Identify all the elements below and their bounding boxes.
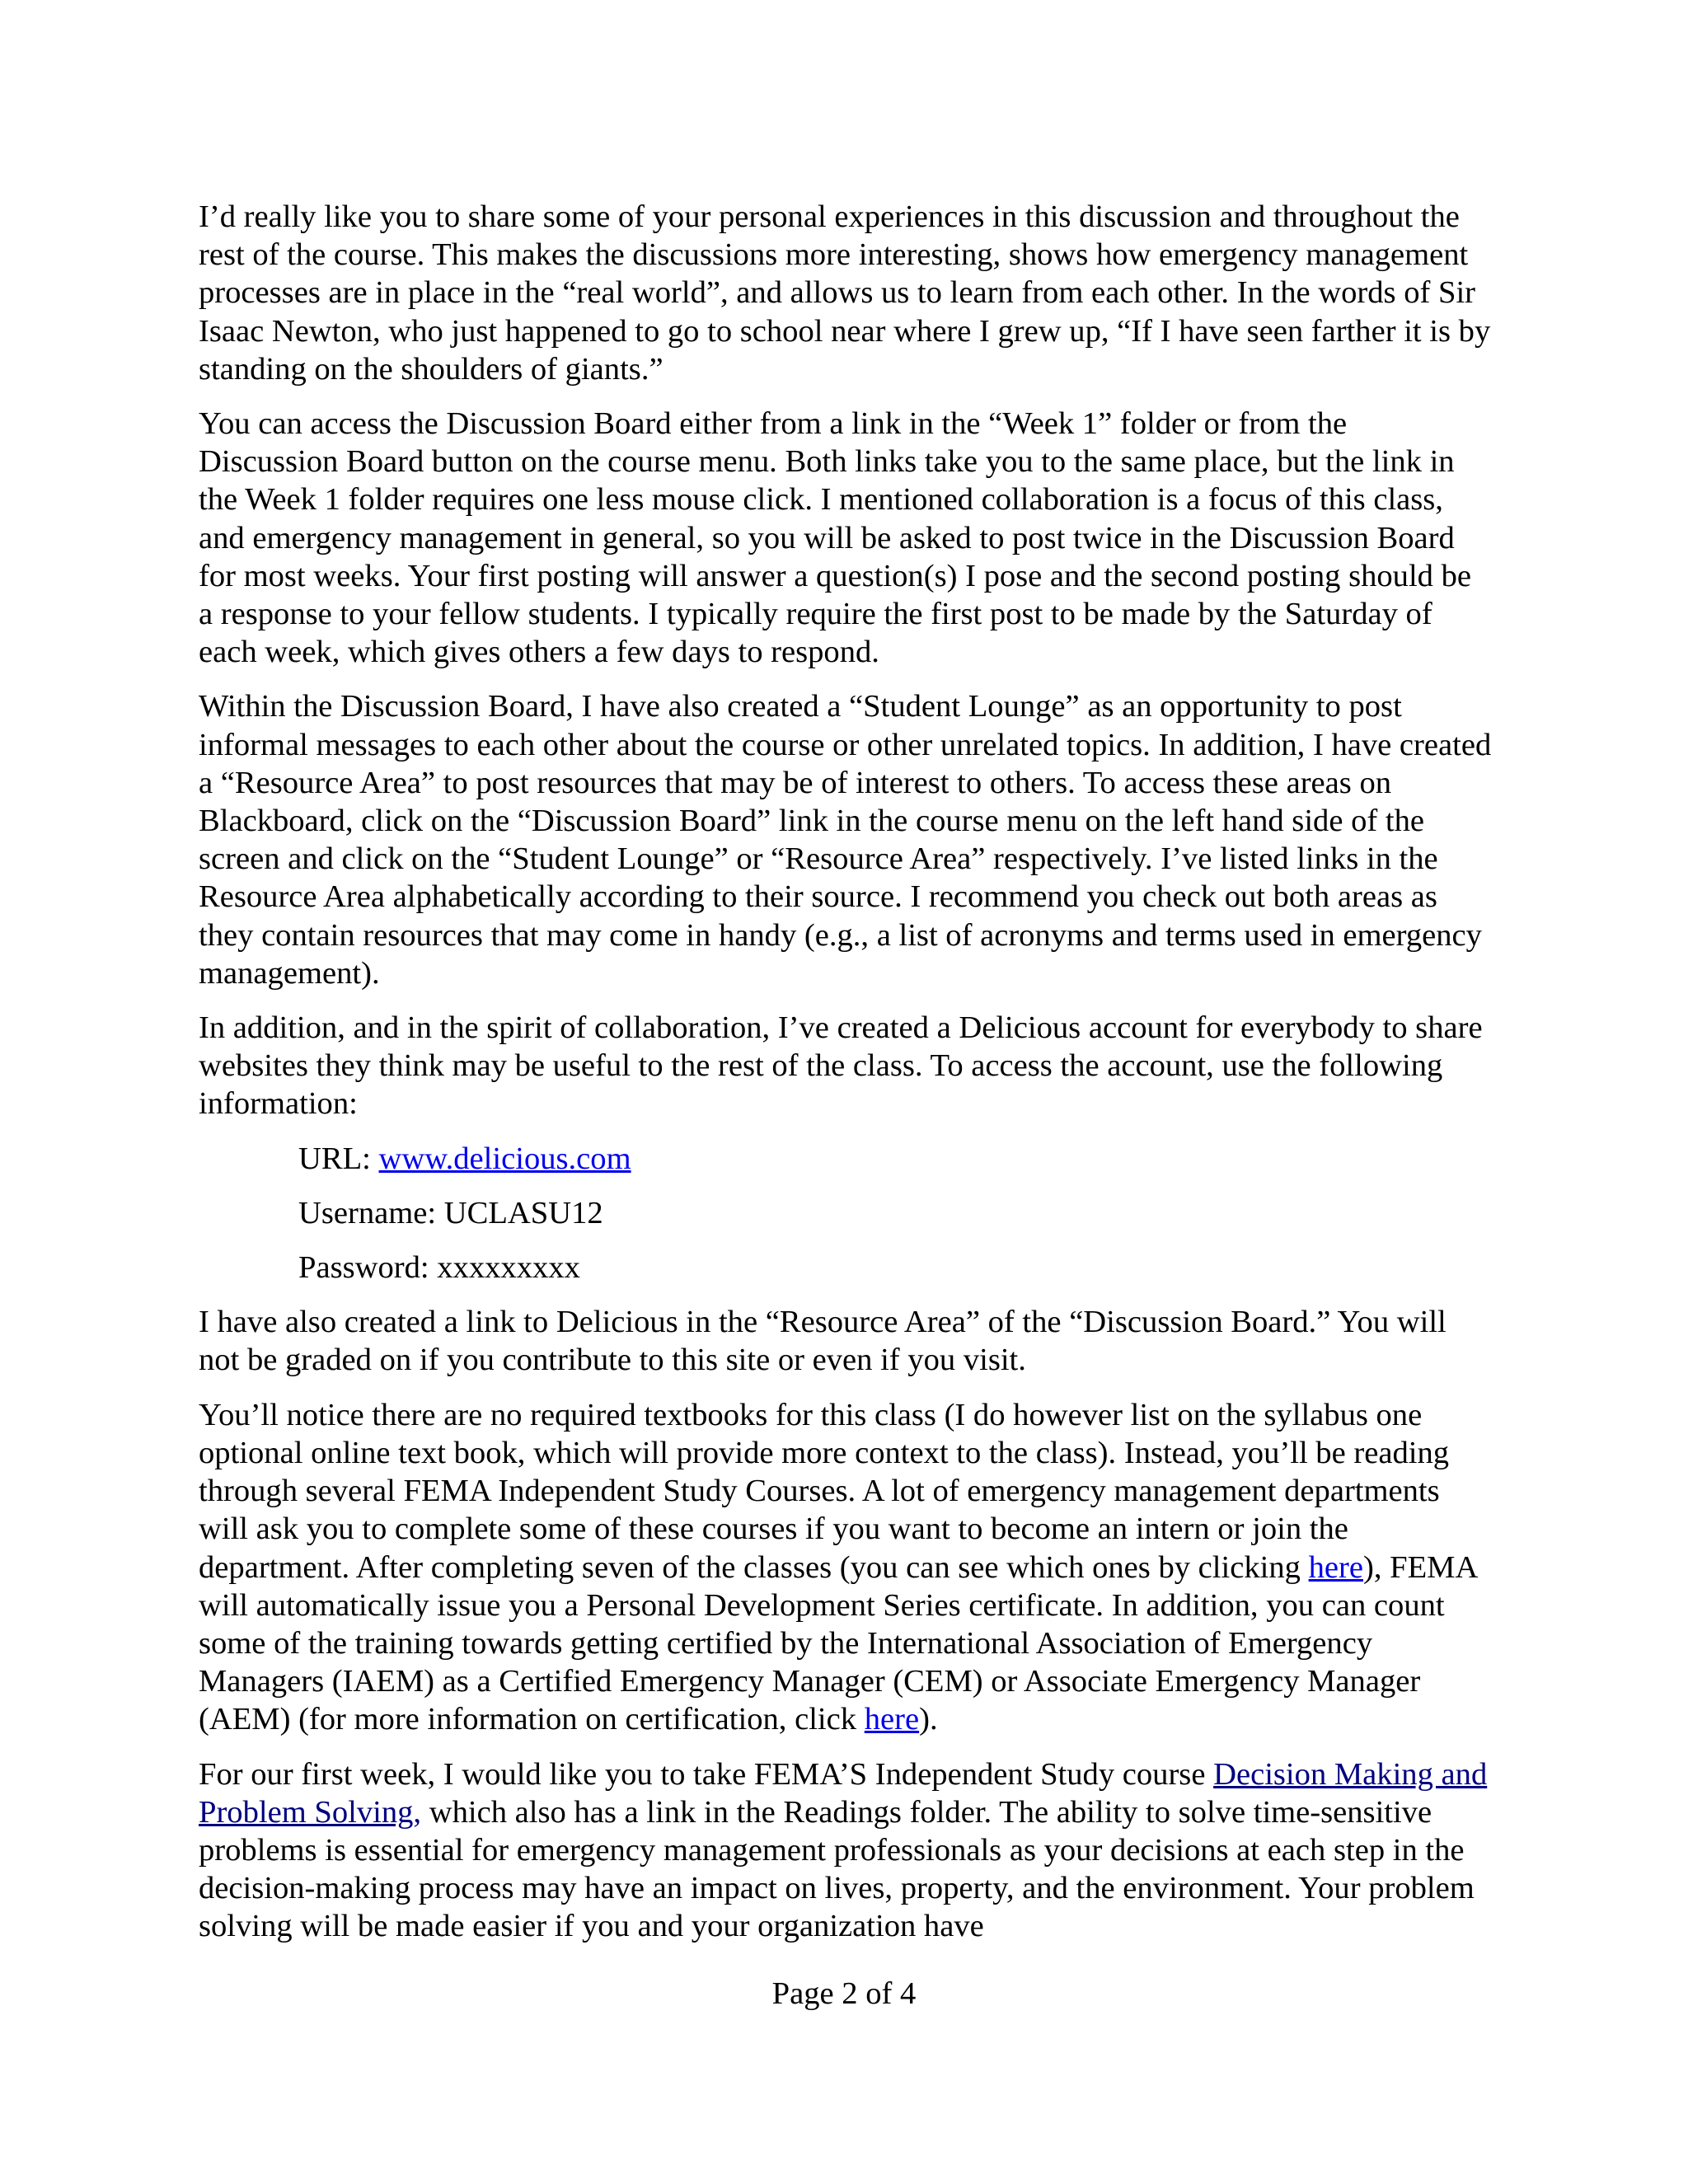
paragraph-textbooks (199, 1396, 1493, 1739)
account-url-line (199, 1140, 1493, 1178)
textbooks-text-part2: ), FEMA will automatically issue you a Personal Development Series certificate. In addition, you can count some of the training towards getting certified by the International Association of Emergency Managers (IAEM) as a Certified Emergency Manager (CEM) or Associate Emergency Manager (AEM) (for more information on certification, click (199, 1549, 1477, 1737)
paragraph-student-lounge: Within the Discussion Board, I have also created a “Student Lounge” as an opportunity to post informal messages to each other about the course or other unrelated topics. In addition, I have created a “Resource Area” to post resources that may be of interest to others. To access these areas on Blackboard, click on the “Discussion Board” link in the course menu on the left hand side of the screen and click on the “Student Lounge” or “Resource Area” respectively. I’ve listed links in the Resource Area alphabetically according to their source. I recommend you check out both areas as they contain resources that may come in handy (e.g., a list of acronyms and terms used in emergency management). (199, 689, 1492, 991)
paragraph-discussion-board-access: You can access the Discussion Board either from a link in the “Week 1” folder or from the Discussion Board button on the course menu. Both links take you to the same place, but the link in the Week 1 folder requires one less mouse click. I mentioned collaboration is a focus of this class, and emergency management in general, so you will be asked to post twice in the Discussion Board for most weeks. Your first posting will answer a question(s) I pose and the second posting should be a response to your fellow students. I typically require the first post to be made by the Saturday of each week, which gives others a few days to respond. (199, 406, 1472, 670)
paragraph-first-week (199, 1755, 1493, 1946)
page-number-footer: Page 2 of 4 (771, 1976, 917, 2011)
first-week-text-part2: which also has a link in the Readings folder. The ability to solve time-sensitive problems is essential for emergency management professionals as your decisions at each step in the decision-making process may have an impact on lives, property, and the environment. Your problem solving will be made easier if you and your organization have (199, 1794, 1475, 1944)
account-password-line: Password: xxxxxxxxx (298, 1250, 580, 1286)
paragraph-personal-experiences: I’d really like you to share some of your personal experiences in this discussion and throughout the rest of the course. This makes the discussions more interesting, shows how emergency management processes are in place in the “real world”, and allows us to learn from each other. In the words of Sir Isaac Newton, who just happened to go to school near where I grew up, “If I have seen farther it is by standing on the shoulders of giants.” (199, 199, 1491, 387)
textbooks-text-part3: ). (919, 1702, 938, 1737)
pds-classes-link[interactable]: here (1308, 1549, 1363, 1585)
account-username-line: Username: UCLASU12 (298, 1195, 603, 1230)
delicious-url-link[interactable]: www.delicious.com (378, 1141, 631, 1176)
paragraph-delicious-link-note: I have also created a link to Delicious in the “Resource Area” of the “Discussion Board.” You will not be graded on if you contribute to this site or even if you visit. (199, 1305, 1447, 1378)
decision-making-course-link[interactable]: Decision Making and Problem Solving, (199, 1756, 1488, 1830)
first-week-text-part1: For our first week, I would like you to take FEMA’S Independent Study course (199, 1756, 1214, 1792)
account-url-label: URL: (298, 1141, 379, 1176)
textbooks-text-part1: You’ll notice there are no required textbooks for this class (I do however list on the syllabus one optional online text book, which will provide more context to the class). Instead, you’ll be reading through several FEMA Independent Study Courses. A lot of emergency management departments will ask you to complete some of these courses if you want to become an intern or join the department. After completing seven of the classes (you can see which ones by clicking (199, 1397, 1450, 1585)
paragraph-delicious-account: In addition, and in the spirit of collaboration, I’ve created a Delicious account for everybody to share websites they think may be useful to the rest of the class. To access the account, use the following information: (199, 1010, 1483, 1122)
document-page (199, 198, 1493, 1962)
certification-info-link[interactable]: here (864, 1702, 920, 1737)
